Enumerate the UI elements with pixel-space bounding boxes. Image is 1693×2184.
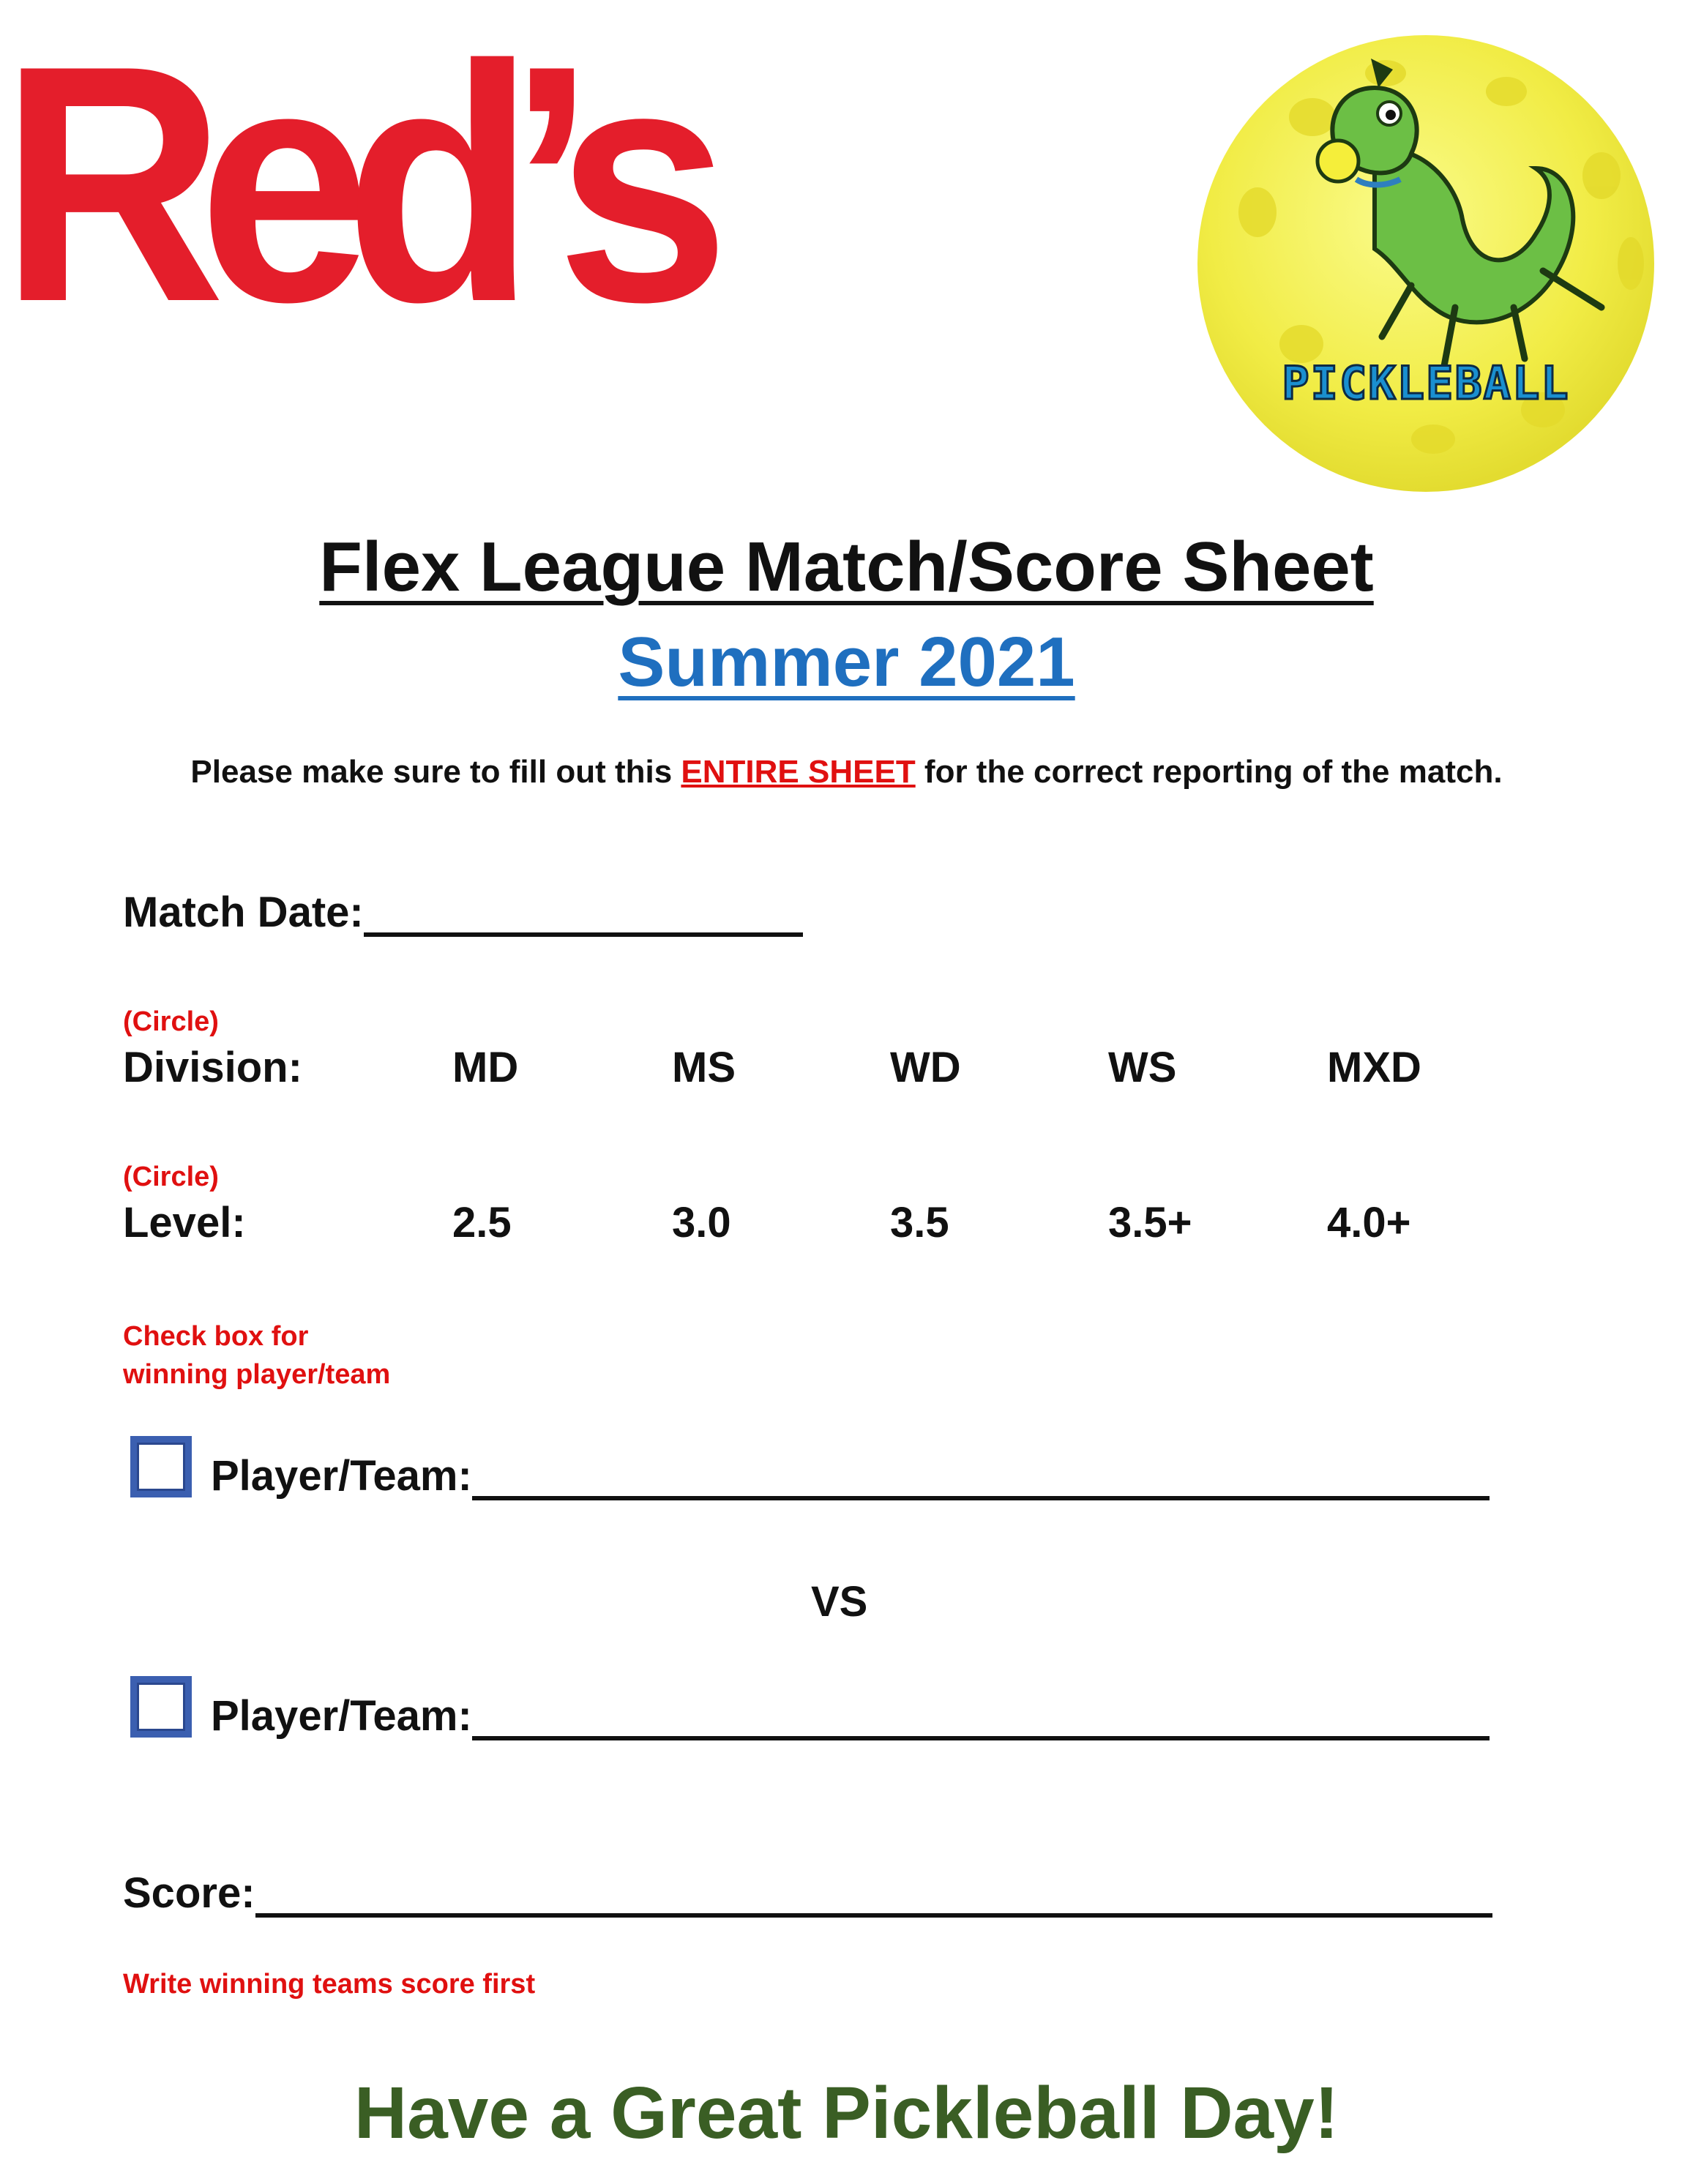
level-option-3-5-plus[interactable]: 3.5+ (1108, 1199, 1192, 1246)
winner-hint-line1: Check box for (123, 1321, 309, 1352)
level-option-4-0-plus[interactable]: 4.0+ (1327, 1199, 1411, 1246)
team2-label: Player/Team: (211, 1692, 472, 1740)
score-label: Score: (123, 1869, 255, 1917)
level-option-2-5[interactable]: 2.5 (452, 1199, 512, 1246)
level-label: Level: (123, 1199, 246, 1246)
team2-blank[interactable] (472, 1691, 1490, 1740)
team1-field (211, 1451, 1490, 1500)
level-option-3-0[interactable]: 3.0 (672, 1199, 731, 1246)
match-date-blank[interactable] (364, 887, 803, 937)
instruction-notice (0, 754, 1693, 790)
level-circle-hint: (Circle) (123, 1162, 219, 1192)
score-blank[interactable] (255, 1868, 1492, 1918)
reds-logo (0, 22, 717, 329)
team1-label: Player/Team: (211, 1452, 472, 1500)
division-option-ws[interactable]: WS (1108, 1044, 1177, 1091)
score-field (123, 1868, 1492, 1918)
division-option-wd[interactable]: WD (890, 1044, 961, 1091)
division-label: Division: (123, 1044, 302, 1091)
pickleball-wordmark: PICKLEBALL (1282, 356, 1570, 410)
svg-text:Red’s: Red’s (0, 22, 717, 329)
pickleball-logo (1192, 29, 1660, 498)
notice-highlight: ENTIRE SHEET (681, 754, 916, 790)
division-option-md[interactable]: MD (452, 1044, 519, 1091)
level-option-3-5[interactable]: 3.5 (890, 1199, 949, 1246)
winner-hint (123, 1317, 390, 1394)
notice-suffix: for the correct reporting of the match. (915, 754, 1503, 790)
season-subtitle: Summer 2021 (618, 623, 1075, 701)
match-date-label: Match Date: (123, 889, 364, 936)
vs-label: VS (811, 1578, 868, 1626)
winner-hint-line2: winning player/team (123, 1359, 391, 1390)
match-date-field (123, 887, 803, 937)
team1-blank[interactable] (472, 1451, 1490, 1500)
team1-winner-checkbox[interactable] (130, 1436, 192, 1497)
division-option-mxd[interactable]: MXD (1327, 1044, 1421, 1091)
notice-prefix: Please make sure to fill out this (190, 754, 681, 790)
team2-field (211, 1691, 1490, 1740)
score-hint: Write winning teams score first (123, 1969, 536, 2000)
team2-winner-checkbox[interactable] (130, 1676, 192, 1738)
division-circle-hint: (Circle) (123, 1006, 219, 1037)
page-title: Flex League Match/Score Sheet (319, 528, 1374, 606)
division-option-ms[interactable]: MS (672, 1044, 736, 1091)
closing-message: Have a Great Pickleball Day! (354, 2072, 1339, 2154)
